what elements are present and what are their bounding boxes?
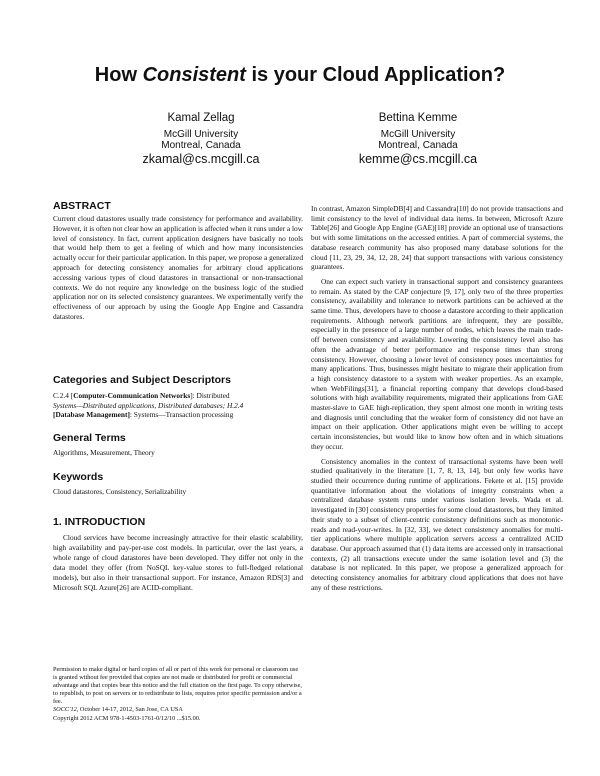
author-location: Montreal, Canada bbox=[161, 140, 241, 151]
section-heading-categories: Categories and Subject Descriptors bbox=[53, 374, 231, 386]
author-email: kemme@cs.mcgill.ca bbox=[358, 151, 478, 166]
author-location: Montreal, Canada bbox=[378, 140, 458, 151]
author-name: Kamal Zellag bbox=[167, 112, 235, 124]
paragraph: Consistency anomalies in the context of transactional systems have been well studied qualitatively in the literature [1, 7, 8, 13, 14], but only few works have studied their occurrence during runtime of applications. Fekete et al. [15] provide quantitative information about the violations of integrity constraints when a centralized database system runs under various isolation levels. Wada et al. investigated in [30] consistency properties for some cloud datastores, but they limited their study to a subset of client-centric consistency definitions such as monotonic-reads and read-your-writes. In [32, 33], we detect consistency anomalies for multi-tier applications where multiple application servers access a centralized ACID database. Our approach assumed that (1) data items are accessed only in transactional contexts, (2) all transactions execute under the same isolation level and (3) the database is not replicated. In this paper, we propose a generalized approach for detecting consistency anomalies for arbitrary cloud applications that does not have any of these restrictions. bbox=[311, 456, 563, 592]
paragraph: In contrast, Amazon SimpleDB[4] and Cassandra[10] do not provide transactions and limit consistency to the level of individual data items. In between, Microsoft Azure Table[26] and Google App Engine (GAE)[18] provide an optional use of transactions but with some limitations on the accessed entities. A part of commercial systems, the database research community has also proposed many database solutions for the cloud [11, 23, 29, 34, 12, 28, 24] that support transactions with various consistency guarantees. bbox=[311, 204, 563, 272]
author-name: Bettina Kemme bbox=[378, 112, 458, 124]
paper-title: How Consistent is your Cloud Application? bbox=[94, 64, 506, 86]
section-heading-introduction: 1. INTRODUCTION bbox=[53, 516, 146, 528]
venue-details: October 14-17, 2012, San Jose, CA USA bbox=[78, 706, 183, 714]
venue-label: SOCC'12, bbox=[53, 706, 79, 714]
section-heading-general-terms: General Terms bbox=[53, 432, 126, 444]
section-heading-abstract: ABSTRACT bbox=[53, 200, 111, 212]
keywords-text: Cloud datastores, Consistency, Serializability bbox=[53, 487, 187, 496]
paragraph: One can expect such variety in transactional support and consistency guarantees to remain. As stated by the CAP conjecture [9, 17], only two of the three properties consistency, availability and tolerance to network partitions can be achieved at the same time. Thus, developers have to choose a datastore according to their application requirements. Although network partitions are infrequent, they are possible, especially in the presence of a large number of nodes, which leaves the main trade-off between consistency and availability. Lowering the consistency level also has often the advantage of better performance and response times than strong consistency. However, choosing a lower level of consistency poses uncertainties for many applications. Thus, businesses might hesitate to migrate their application from a high consistency datastore to a system with weaker properties. As an example, when WebFilings[31], a financial reporting company that develops cloud-based solutions with high availability requirements, migrated their applications from GAE master-slave to GAE high-replication, they spent almost one month in writing tests and diagnosis until concluding that the weaker form of consistency did not have an impact on their application. Other applications might even be willing to accept certain inconsistencies, but would like to know how often and in which situations they occur. bbox=[311, 276, 563, 451]
general-terms-text: Algorithms, Measurement, Theory bbox=[53, 448, 155, 457]
author-email: zkamal@cs.mcgill.ca bbox=[142, 151, 260, 166]
author-affiliation: McGill University bbox=[380, 128, 456, 140]
abstract-text: Current cloud datastores usually trade consistency for performance and availability. However, it is often not clear how an application is affected when it runs under a low level of consistency. In fact, current application designers have basically no tools that would help them to get a feeling of which and how many inconsistencies actually occur for their particular application. In this paper, we propose a generalized approach for detecting consistency anomalies for arbitrary cloud applications accessing various types of cloud datastores in transactional or non-transactional contexts. We do not require any knowledge on the business logic of the studied application nor on its selected consistency guarantees. We experimentally verify the effectiveness of our approach by using the Google App Engine and Cassandra datastores. bbox=[53, 214, 303, 321]
right-column bbox=[311, 204, 563, 592]
author-block bbox=[308, 113, 528, 166]
categories-text: C.2.4 [Computer-Communication Networks]: Distributed Systems—Distributed applications, Distributed databases; H.2.4 [Database Management]: Systems—Transaction processing bbox=[53, 391, 244, 420]
copyright-line: Copyright 2012 ACM 978-1-4503-1761-0/12/10 ...$15.00. bbox=[53, 714, 201, 722]
permission-text: Permission to make digital or hard copies of all or part of this work for personal or classroom use is granted without fee provided that copies are not made or distributed for profit or commercial advantage and that copies bear this notice and the full citation on the first page. To copy otherwise, to republish, to post on servers or to redistribute to lists, requires prior specific permission and/or a fee. bbox=[53, 666, 302, 706]
section-heading-keywords: Keywords bbox=[53, 471, 104, 483]
author-block bbox=[91, 113, 311, 166]
author-affiliation: McGill University bbox=[163, 128, 239, 140]
permission-notice bbox=[53, 666, 303, 723]
introduction-text: Cloud services have become increasingly attractive for their elastic scalability, high availability and pay-per-use cost models. In particular, over the last years, a whole range of cloud datastores have been developed. They differ not only in the data model they offer (from NoSQL key-value stores to full-fledged relational models), but also in their transactional support. For instance, Amazon RDS[3] and Microsoft SQL Azure[26] are ACID-compliant. bbox=[53, 533, 303, 593]
